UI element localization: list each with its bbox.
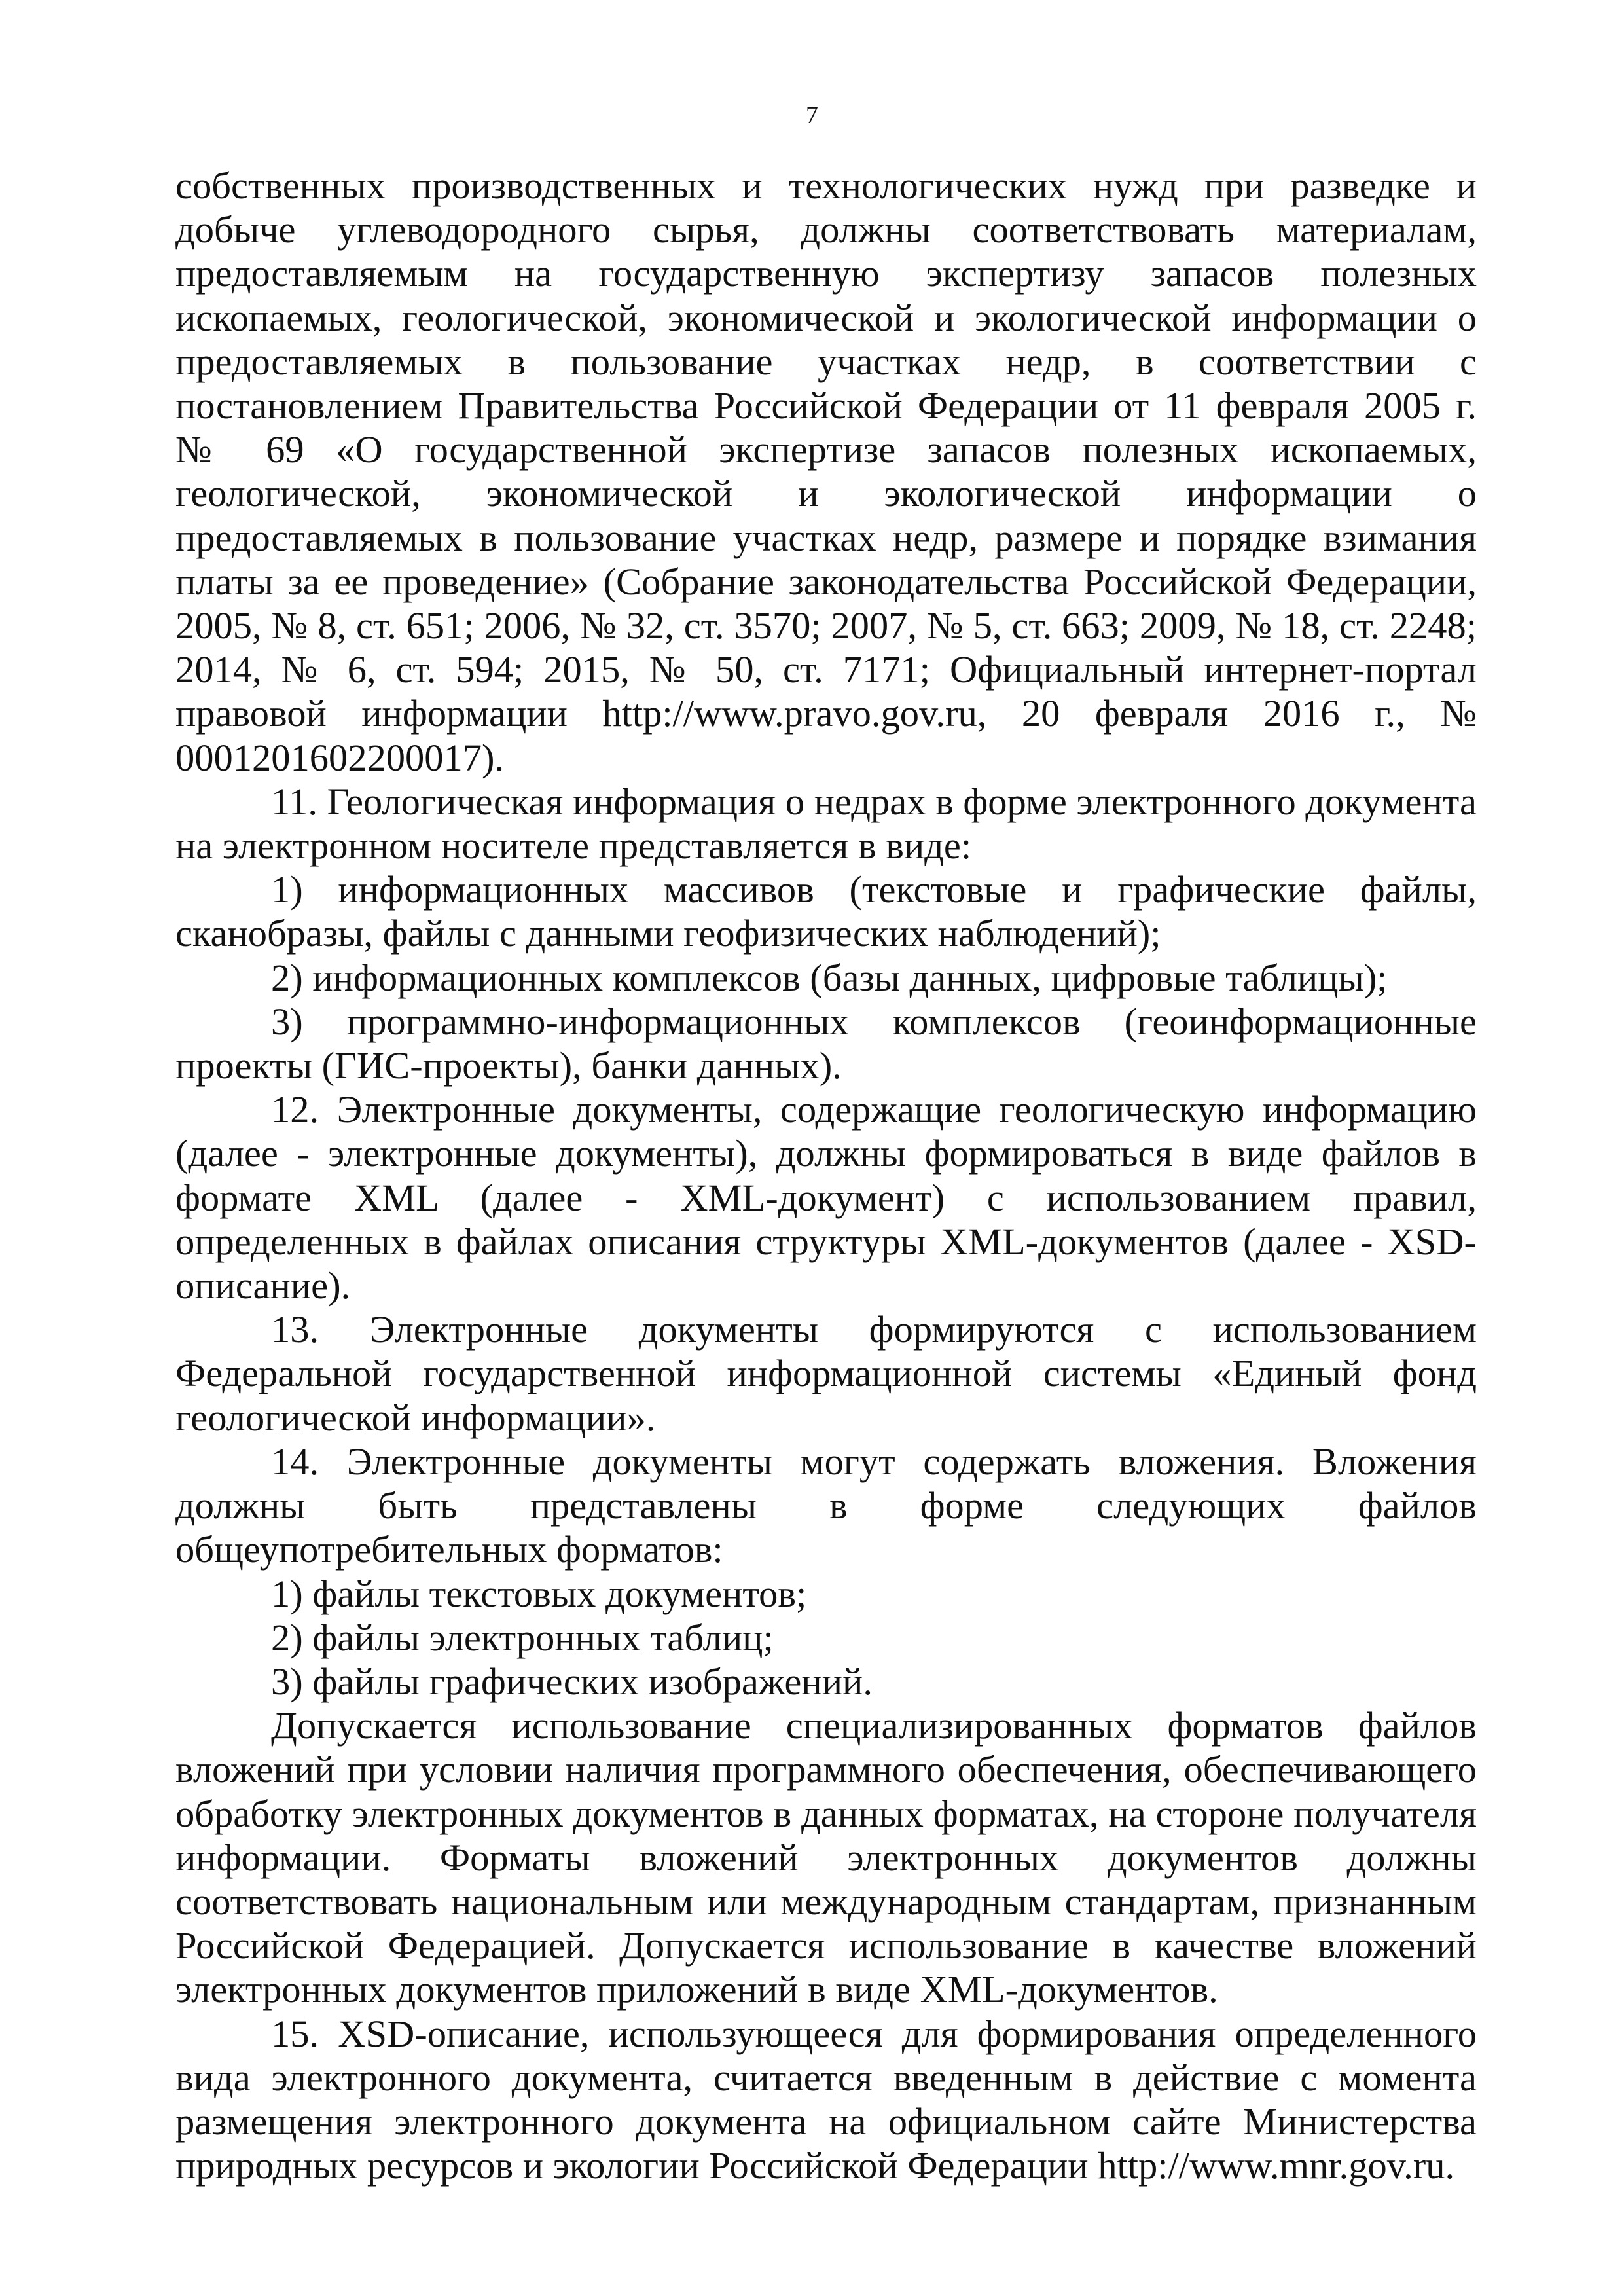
paragraph-attachments-formats: Допускается использование специализированных форматов файлов вложений при условии наличия программного обеспечения, обеспечивающего обработку электронных документов в данных форматах, на стороне получателя информации. Форматы вложений электронных документов должны соответствовать национальным или международным стандартам, признанным Российской Федерацией. Допускается использование в качестве вложений электронных документов приложений в виде XML-документов. xyxy=(175,1704,1477,2011)
paragraph-item-14: 14. Электронные документы могут содержать вложения. Вложения должны быть представлены в форме следующих файлов общеупотребительных форматов: xyxy=(175,1440,1477,1571)
paragraph-item-13: 13. Электронные документы формируются с использованием Федеральной государственной информационной системы «Единый фонд геологической информации». xyxy=(175,1308,1477,1439)
list-item-14-3: 3) файлы графических изображений. xyxy=(271,1660,873,1703)
paragraph-item-15: 15. XSD-описание, использующееся для формирования определенного вида электронного документа, считается введенным в действие с момента размещения электронного документа на официальном сайте Министерства природных ресурсов и экологии Российской Федерации http://www.mnr.gov.ru. xyxy=(175,2012,1477,2187)
list-item-11-3: 3) программно-информационных комплексов (геоинформационные проекты (ГИС-проекты), банки данных). xyxy=(175,1000,1477,1087)
document-body xyxy=(175,164,1477,2187)
paragraph-continuation: собственных производственных и технологических нужд при разведке и добыче углеводородного сырья, должны соответствовать материалам, предоставляемым на государственную экспертизу запасов полезных ископаемых, геологической, экономической и экологической информации о предоставляемых в пользование участках недр, в соответствии с постановлением Правительства Российской Федерации от 11 февраля 2005 г. № 69 «О государственной экспертизе запасов полезных ископаемых, геологической, экономической и экологической информации о предоставляемых в пользование участках недр, размере и порядке взимания платы за ее проведение» (Собрание законодательства Российской Федерации, 2005, № 8, ст. 651; 2006, № 32, ст. 3570; 2007, № 5, ст. 663; 2009, № 18, ст. 2248; 2014, № 6, ст. 594; 2015, № 50, ст. 7171; Официальный интернет-портал правовой информации http://www.pravo.gov.ru, 20 февраля 2016 г., № 0001201602200017). xyxy=(175,164,1477,779)
paragraph-item-11: 11. Геологическая информация о недрах в форме электронного документа на электронном носителе представляется в виде: xyxy=(175,780,1477,867)
list-item-14-1: 1) файлы текстовых документов; xyxy=(271,1572,807,1615)
page-number: 7 xyxy=(806,101,818,129)
list-item-14-2: 2) файлы электронных таблиц; xyxy=(271,1616,774,1659)
paragraph-item-12: 12. Электронные документы, содержащие геологическую информацию (далее - электронные документы), должны формироваться в виде файлов в формате XML (далее - XML-документ) с использованием правил, определенных в файлах описания структуры XML-документов (далее - XSD-описание). xyxy=(175,1088,1477,1307)
list-item-11-2: 2) информационных комплексов (базы данных, цифровые таблицы); xyxy=(271,956,1388,999)
list-item-11-1: 1) информационных массивов (текстовые и графические файлы, сканобразы, файлы с данными геофизических наблюдений); xyxy=(175,868,1477,955)
